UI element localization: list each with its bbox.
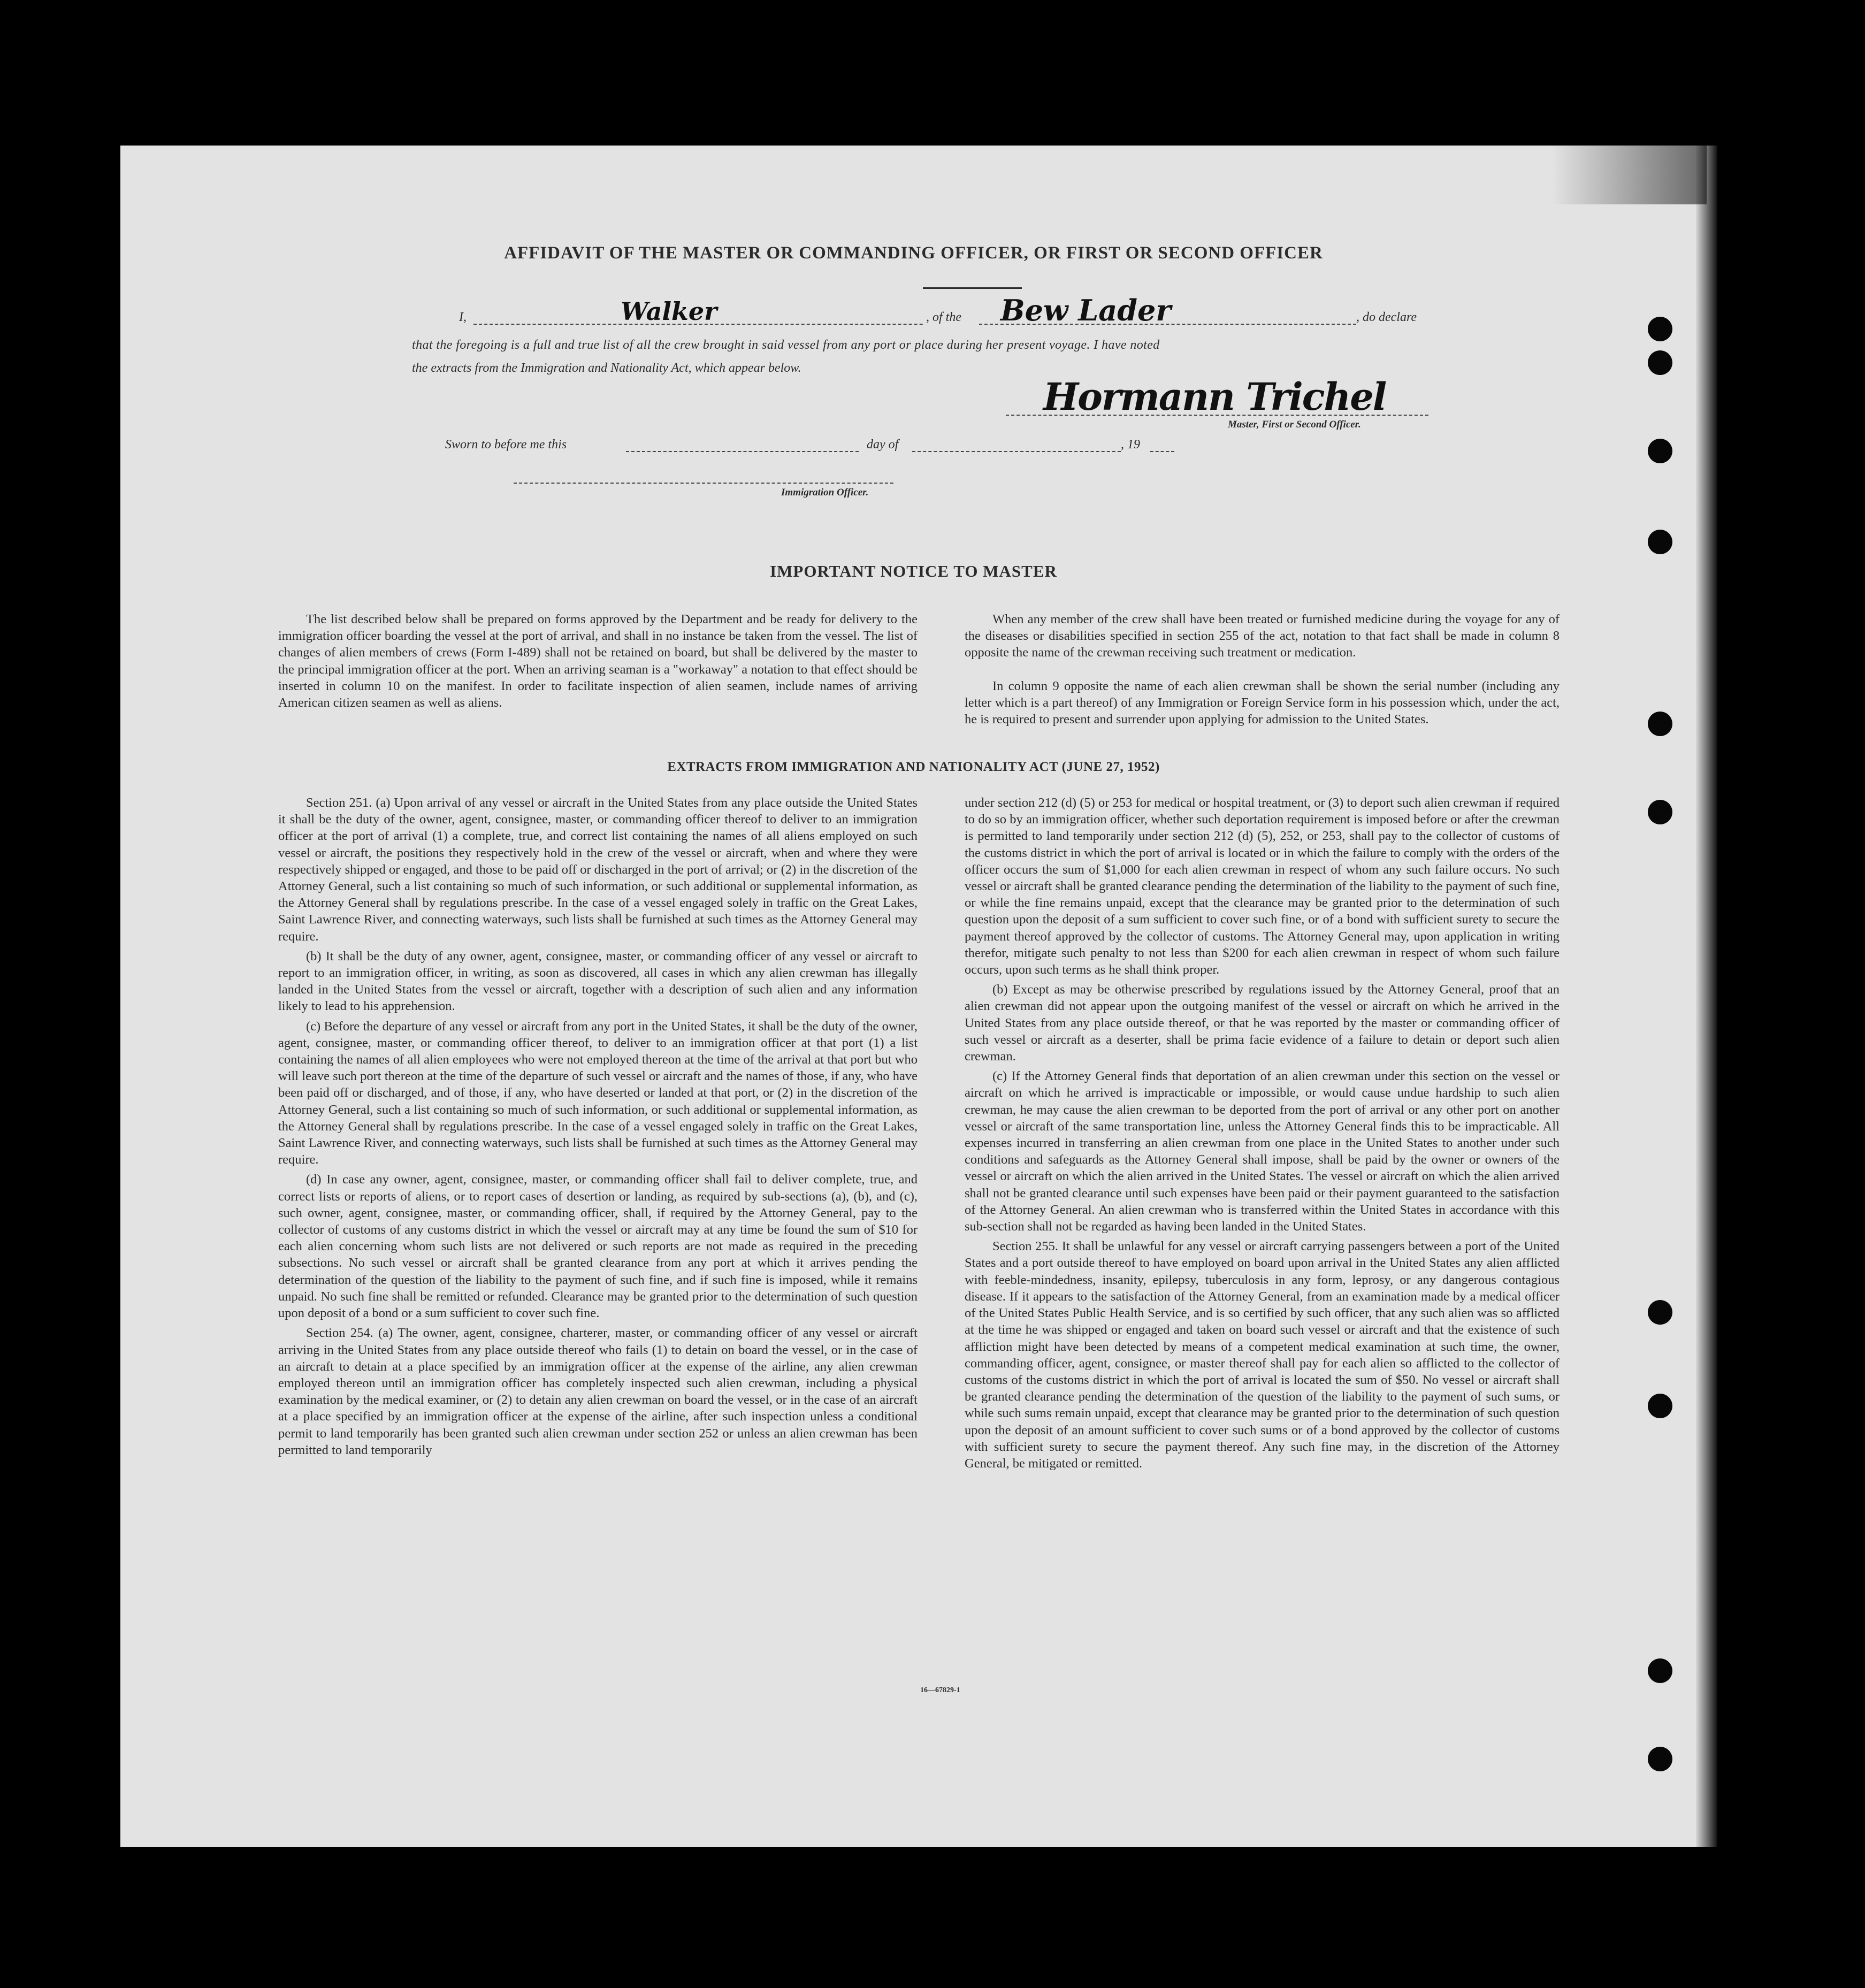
extracts-left-column: [278, 794, 918, 1458]
i-label: I,: [459, 310, 467, 324]
punch-hole: [1648, 1658, 1672, 1683]
notice-title: IMPORTANT NOTICE TO MASTER: [770, 562, 1057, 580]
month-line: [912, 451, 1121, 452]
punch-hole: [1648, 1747, 1672, 1771]
immigration-officer-caption: Immigration Officer.: [781, 487, 869, 498]
vessel-name-handwritten: Bew Lader: [1000, 293, 1171, 327]
notice-right-paragraph-1: When any member of the crew shall have been treated or furnished medicine during the voyage for any of the diseases or disabilities specified in section 255 of the act, notation to that fact shall be made in column 8 opposite the name of the crewman receiving such treatment or medication.: [965, 612, 1560, 660]
signature-caption: Master, First or Second Officer.: [1228, 419, 1361, 430]
affidavit-title: AFFIDAVIT OF THE MASTER OR COMMANDING OFFICER, OR FIRST OR SECOND OFFICER: [504, 243, 1323, 263]
signature-line: [1006, 415, 1428, 416]
punch-hole: [1648, 712, 1672, 736]
punch-hole: [1648, 1300, 1672, 1325]
do-declare-label: , do declare: [1356, 310, 1417, 324]
notice-right-paragraph-2: In column 9 opposite the name of each alien crewman shall be shown the serial number (including any letter which is a part thereof) of any Immigration or Foreign Service form in his possession which, under the act, he is required to present and surrender upon applying for admission to the United States.: [965, 679, 1560, 727]
year-line: [1150, 451, 1174, 452]
extracts-right-column: [965, 794, 1560, 1472]
year-label: , 19: [1121, 438, 1140, 452]
of-the-label: , of the: [923, 310, 965, 325]
notice-left-paragraph: The list described below shall be prepared on forms approved by the Department and be ready for delivery to the immigration officer boarding the vessel at the port of arrival, and shall in no instance be taken from the vessel. The list of changes of alien members of crews (Form I-489) shall not be retained on board, but shall be delivered by the master to the principal immigration officer at the port. When an arriving seaman is a "workaway" a notation to that effect should be inserted in column 10 on the manifest. In order to facilitate inspection of alien seamen, include names of arriving American citizen seamen as well as aliens.: [278, 612, 918, 710]
punch-hole: [1648, 350, 1672, 375]
extracts-title: EXTRACTS FROM IMMIGRATION AND NATIONALITY ACT (JUNE 27, 1952): [667, 760, 1160, 774]
form-number: 16—67829-1: [920, 1686, 960, 1694]
title-rule: [923, 287, 1022, 289]
declaration-text-2: the extracts from the Immigration and Nationality Act, which appear below.: [412, 361, 801, 375]
section-255: Section 255. It shall be unlawful for any vessel or aircraft carrying passengers between a port of the United States and a port outside thereof to have employed on board upon arrival in the United States any alien afflicted with feeble-mindedness, insanity, epilepsy, tuberculosis in any form, leprosy, or any dangerous contagious disease. If it appears to the satisfaction of the Attorney General, from an examination made by a medical officer of the United States Public Health Service, and is so certified by such officer, that any such alien was so afflicted at the time he was shipped or engaged and taken on board such vessel or aircraft and that the existence of such affliction might have been detected by means of a competent medical examination at such time, the owner, commanding officer, agent, consignee, or master thereof shall pay for each alien so afflicted to the collector of customs of the customs district in which the port of arrival is located the sum of $50. No vessel or aircraft shall be granted clearance pending the determination of the question of the liability to the payment of such sums, or while such sums remain unpaid, except that clearance may be granted prior to the determination of such question upon the deposit of an amount sufficient to cover such sums or of a bond approved by the collector of customs with sufficient surety to secure the payment thereof. Any such fine may, in the discretion of the Attorney General, be mitigated or remitted.: [965, 1239, 1560, 1471]
day-of-label: day of: [867, 438, 899, 452]
signer-name-handwritten: Walker: [621, 297, 717, 326]
section-251-d: (d) In case any owner, agent, consignee, master, or commanding officer shall fail to deliver complete, true, and correct lists or reports of aliens, or to report cases of desertion or landing, as required by sub-sections (a), (b), and (c), such owner, agent, consignee, master, or commanding officer, shall, if required by the Attorney General, pay to the collector of customs of any customs district in which the vessel or aircraft may at any time be found the sum of $10 for each alien concerning whom such lists are not delivered or such reports are not made as required in the preceding subsections. No such vessel or aircraft shall be granted clearance from any port at which it arrives pending the determination of the question of the liability to the payment of such fine, and if such fine is imposed, while it remains unpaid. No such fine shall be remitted or refunded. Clearance may be granted prior to the determination of such question upon deposit of a bond or a sum sufficient to cover such fine.: [278, 1172, 918, 1321]
section-251-a: Section 251. (a) Upon arrival of any vessel or aircraft in the United States from any place outside the United States it shall be the duty of the owner, agent, consignee, master, or commanding officer thereof to deliver to an immigration officer at the port of arrival (1) a complete, true, and correct list containing the names of all aliens employed on such vessel or aircraft, the positions they respectively hold in the crew of the vessel or aircraft, when and where they were respectively shipped or engaged, and those to be paid off or discharged in the port of arrival; or (2) in the discretion of the Attorney General, such a list containing so much of such information, or such additional or supplemental information, as the Attorney General shall by regulations prescribe. In the case of a vessel engaged solely in traffic on the Great Lakes, Saint Lawrence River, and connecting waterways, such lists shall be furnished at such times as the Attorney General may require.: [278, 796, 918, 944]
section-254-c: (c) If the Attorney General finds that deportation of an alien crewman under this section on the vessel or aircraft on which he arrived is impracticable or impossible, or would cause undue hardship to such alien crewman, he may cause the alien crewman to be deported from the port of arrival or any other port on another vessel or aircraft of the same transportation line, unless the Attorney General finds this to be impracticable. All expenses incurred in transferring an alien crewman from one place in the United States to another under such conditions and safeguards as the Attorney General shall impose, shall be paid by the owner or owners of the vessel or aircraft on which the alien arrived in the United States. The vessel or aircraft on which the alien arrived shall not be granted clearance until such expenses have been paid or their payment guaranteed to the satisfaction of the Attorney General. An alien crewman who is transferred within the United States in accordance with this sub-section shall not be regarded as having been landed in the United States.: [965, 1069, 1560, 1234]
sworn-day-line: [626, 451, 859, 452]
sworn-label: Sworn to before me this: [445, 438, 567, 452]
punch-hole: [1648, 439, 1672, 463]
immigration-officer-line: [514, 483, 893, 484]
section-254-b: (b) Except as may be otherwise prescribed by regulations issued by the Attorney General, proof that an alien crewman did not appear upon the outgoing manifest of the vessel or aircraft on which he arrived in the United States from any place outside thereof, or that he was reported by the master or commanding officer of such vessel or aircraft as a deserter, shall be prima facie evidence of a failure to detain or deport such alien crewman.: [965, 982, 1560, 1064]
punch-hole: [1648, 1394, 1672, 1418]
punch-hole: [1648, 317, 1672, 341]
punch-hole: [1648, 530, 1672, 554]
master-signature: Hormann Trichel: [1043, 374, 1386, 419]
scan-shadow: [1551, 146, 1707, 204]
section-251-c: (c) Before the departure of any vessel or aircraft from any port in the United States, it shall be the duty of the owner, agent, consignee, master, or commanding officer thereof, to deliver to an immigration officer at that port (1) a list containing the names of all alien employees who were not employed thereon at the time of the arrival at that port but who will leave such port thereon at the time of the departure of such vessel or aircraft and the names of those, if any, who have been paid off or discharged, and of those, if any, who have deserted or landed at that port, or (2) in the discretion of the Attorney General, such a list containing so much of such information, or such additional or supplemental information, as the Attorney General shall by regulations prescribe. In the case of a vessel engaged solely in traffic on the Great Lakes, Saint Lawrence River, and connecting waterways, such lists shall be furnished at such times as the Attorney General may require.: [278, 1019, 918, 1167]
section-254-a-continued: under section 212 (d) (5) or 253 for medical or hospital treatment, or (3) to deport such alien crewman if required to do so by an immigration officer, whether such deportation requirement is imposed before or after the crewman is permitted to land temporarily under section 212 (d) (5), 252, or 253, shall pay to the collector of customs of the customs district in which the port of arrival is located or in which the failure to comply with the orders of the officer occurs the sum of $1,000 for each alien crewman in respect of whom any such failure occurs. No such vessel or aircraft shall be granted clearance pending the determination of the liability to the payment of such fine, or while the fine remains unpaid, except that the clearance may be granted prior to the determination of such question upon the deposit of a sum sufficient to cover such fine, or of a bond with sufficient surety to secure the payment thereof approved by the collector of customs. The Attorney General may, upon application in writing therefor, mitigate such penalty to not less than $200 for each alien crewman in respect of whom such failure occurs, upon such terms as he shall think proper.: [965, 796, 1560, 977]
section-251-b: (b) It shall be the duty of any owner, agent, consignee, master, or commanding officer of any vessel or aircraft to report to an immigration officer, in writing, as soon as discovered, all cases in which any alien crewman has illegally landed in the United States from the vessel or aircraft, together with a description of such alien and any information likely to lead to his apprehension.: [278, 949, 918, 1014]
section-254-a: Section 254. (a) The owner, agent, consignee, charterer, master, or commanding officer of any vessel or aircraft arriving in the United States from any place outside thereof who fails (1) to detain on board the vessel, or in the case of an aircraft to detain at a place specified by an immigration officer at the expense of the airline, any alien crewman employed thereon until an immigration officer has completely inspected such alien crewman, including a physical examination by the medical examiner, or (2) to detain any alien crewman on board the vessel, or in the case of an aircraft at a place specified by an immigration officer at the expense of the airline, after such inspection unless a conditional permit to land temporarily has been granted such alien crewman under section 252 or unless an alien crewman has been permitted to land temporarily: [278, 1326, 918, 1457]
declaration-text-1: that the foregoing is a full and true list of all the crew brought in said vessel from any port or place during her present voyage. I have noted: [412, 338, 1160, 352]
page-edge-shadow: [1696, 146, 1717, 1847]
punch-hole: [1648, 800, 1672, 824]
